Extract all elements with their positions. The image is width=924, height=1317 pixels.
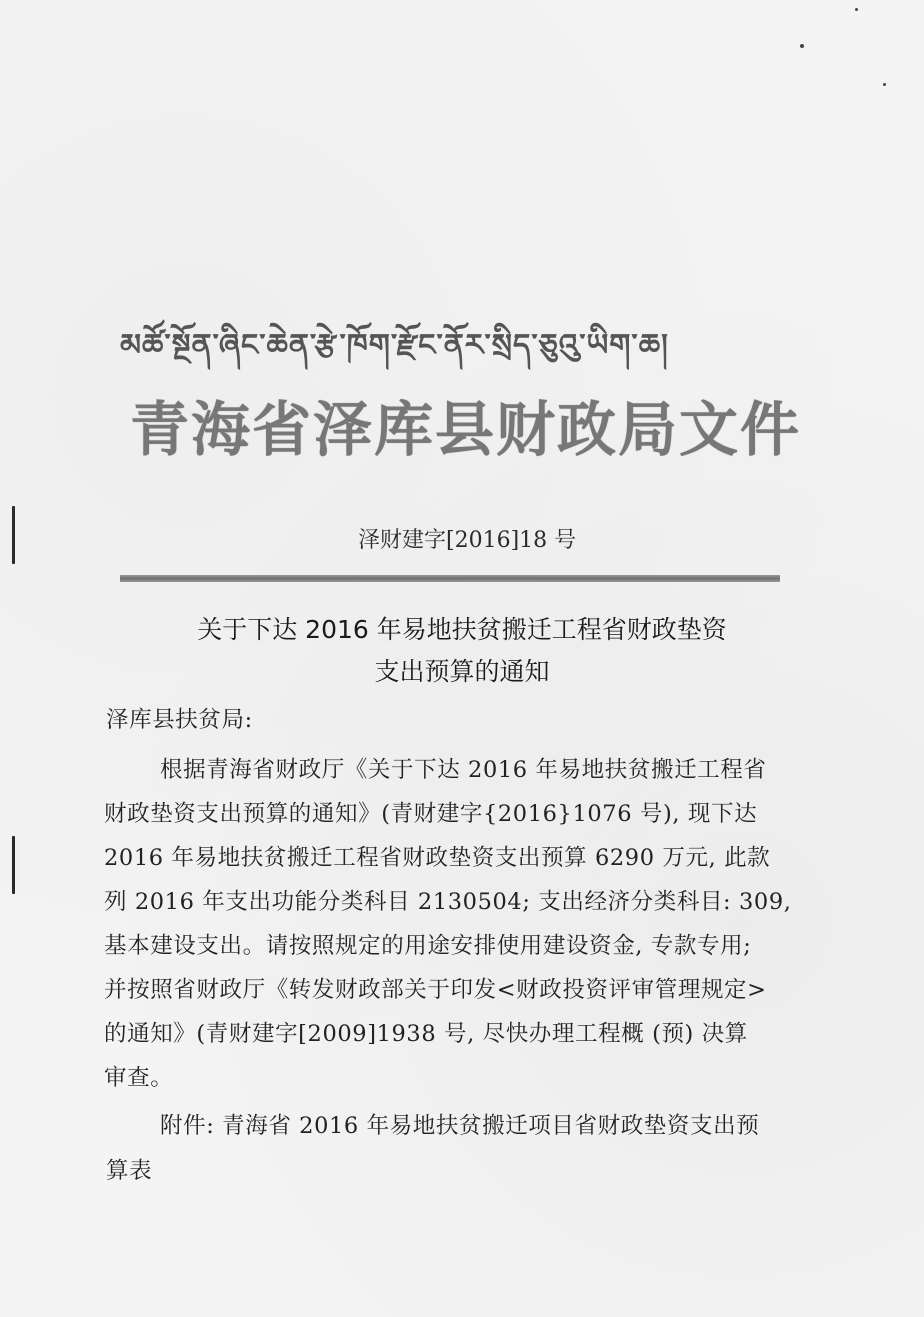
body-line: 的通知》(青财建字[2009]1938 号, 尽快办理工程概 (预) 决算	[104, 1021, 748, 1047]
body-line: 2016 年易地扶贫搬迁工程省财政垫资支出预算 6290 万元, 此款	[104, 845, 771, 871]
tibetan-org-title: མཚོ་སྔོན་ཞིང་ཆེན་རྩེ་ཁོག་རྫོང་ནོར་སྲིད་ཅུའུ་ཡིག་ཆ།	[120, 328, 669, 363]
attachment-line-1: 附件: 青海省 2016 年易地扶贫搬迁项目省财政垫资支出预	[160, 1113, 760, 1139]
scan-speck	[883, 83, 886, 86]
scan-edge-mark-bottom	[12, 836, 15, 894]
scan-speck	[800, 44, 804, 48]
body-line: 财政垫资支出预算的通知》(青财建字{2016}1076 号), 现下达	[104, 801, 758, 827]
doc-number: 泽财建字[2016]18 号	[358, 528, 577, 553]
recipient: 泽库县扶贫局:	[106, 707, 253, 733]
notice-title-line-2: 支出预算的通知	[374, 657, 550, 686]
scan-edge-mark-top	[12, 506, 15, 564]
body-line: 根据青海省财政厅《关于下达 2016 年易地扶贫搬迁工程省	[160, 757, 767, 783]
org-title: 青海省泽库县财政局文件	[130, 395, 802, 464]
body-line: 并按照省财政厅《转发财政部关于印发<财政投资评审管理规定>	[104, 977, 767, 1003]
body-line: 基本建设支出。请按照规定的用途安排使用建设资金, 专款专用;	[104, 933, 752, 959]
notice-title-line-1: 关于下达 2016 年易地扶贫搬迁工程省财政垫资	[197, 615, 727, 644]
attachment-line-2: 算表	[106, 1158, 153, 1184]
body-line: 审查。	[104, 1065, 174, 1091]
header-divider	[120, 575, 780, 582]
body-line: 列 2016 年支出功能分类科目 2130504; 支出经济分类科目: 309,	[104, 889, 792, 915]
scan-speck	[855, 8, 858, 11]
